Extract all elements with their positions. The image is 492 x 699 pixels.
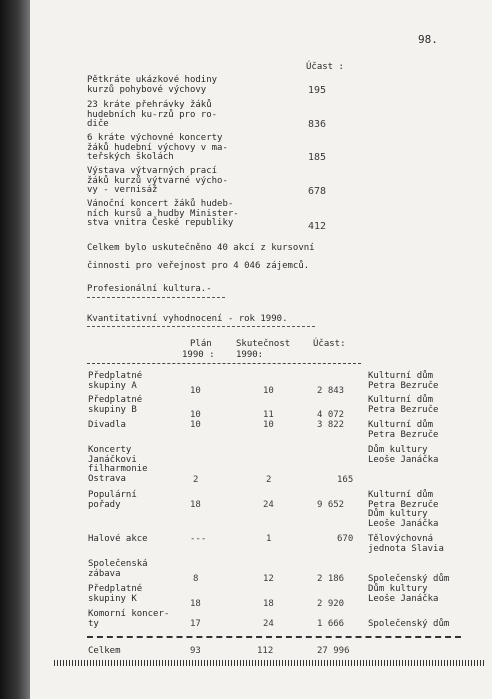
table-row-name-line: skupiny A [88,380,137,391]
table-row-skut: 24 [263,619,274,629]
table-row-name-line: Předplatné [88,395,143,405]
table-bottom-rule [87,636,461,638]
table-row-place-line: Společenský dům [368,574,450,584]
summary-item-line: ních kursů a hudby Minister- [87,208,239,219]
section-title-underline [87,297,225,298]
table-row-place-line: Leoše Janáčka [368,593,439,604]
table-row-name-line: Předplatné [88,371,143,381]
table-row-skut: 11 [263,410,274,420]
table-row-name-line: zábava [88,568,121,579]
bottom-edge-strip [54,660,484,666]
table-row-ucast: 4 072 [317,410,345,420]
section-title: Profesionální kultura.- [87,284,212,294]
table-row-place-line: Dům kultury [368,445,428,455]
header-plan-line-2: 1990 : [182,350,215,360]
table-row-ucast: 1 666 [317,619,345,629]
table-row-name-line: Populární [88,490,137,500]
summary-item-line: diče [87,119,109,129]
table-row-name-line: skupiny K [88,593,137,604]
table-row-name-line: Koncerty [88,445,132,455]
table-row-skut: 12 [263,574,274,584]
summary-item-value: 412 [308,221,327,232]
summary-item-line: stva vnitra České republiky [87,218,234,228]
table-row-ucast: 2 920 [317,599,345,609]
table-row-place-line: Kulturní dům [368,371,434,381]
table-row-name-line: Předplatné [88,584,143,594]
table-row-plan: 17 [190,619,201,629]
summary-item-line: hudebních ku-rzů pro ro- [87,109,218,120]
summary-item-line: vy - vernisáž [87,185,158,195]
header-plan-line-1: Plán [190,339,212,349]
summary-item-value: 678 [308,186,327,197]
total-row-skut: 112 [257,646,274,656]
table-row-plan: 18 [190,599,201,609]
ucast-column-header: Účast : [306,62,344,72]
table-row-ucast: 2 186 [317,574,345,584]
summary-item-value: 185 [308,152,327,163]
table-row-place-line: Petra Bezruče [368,429,439,440]
table-row-ucast: 9 652 [317,500,345,510]
table-row-name-line: Janáčkovi [88,454,137,465]
summary-item-line: Pětkráte ukázkové hodiny [87,75,218,85]
summary-item-line: žáků kurzů výtvarné výcho- [87,175,228,186]
table-row-skut: 18 [263,599,274,609]
subsection-title-underline [87,326,315,327]
table-row-ucast: 165 [337,475,354,485]
table-row-place-line: Kulturní dům [368,420,434,430]
summary-item-line: kurzů pohybové výchovy [87,84,207,95]
summary-item-line: Vánoční koncert žáků hudeb- [87,199,234,209]
table-row-name-line: Ostrava [88,473,126,484]
table-row-plan: 18 [190,500,201,510]
table-row-plan: 10 [190,410,201,420]
table-row-ucast: 670 [337,534,354,544]
table-row-place-line: Kulturní dům [368,395,434,405]
table-row-place-line: Kulturní dům [368,490,434,500]
table-row-plan: --- [190,534,207,544]
total-text-line-2: činnosti pro veřejnost pro 4 046 zájemců. [87,261,310,271]
summary-item-line: 6 kráte výchovné koncerty [87,133,223,143]
summary-item-line: teřských školách [87,152,174,162]
table-row-skut: 2 [266,475,272,485]
table-row-place-line: jednota Slavia [368,543,444,554]
header-skut-line-1: Skutečnost [236,339,291,349]
summary-item-value: 195 [308,85,327,96]
table-row-plan: 8 [193,574,199,584]
table-row-skut: 1 [266,534,272,544]
header-skut-line-2: 1990: [236,350,264,360]
table-row-plan: 10 [190,420,201,430]
table-row-skut: 10 [263,386,274,396]
table-row-skut: 10 [263,420,274,430]
table-header-rule [87,363,361,364]
document-page [30,0,492,699]
total-row-plan: 93 [190,646,201,656]
table-row-name-line: Společenská [88,559,148,569]
table-row-skut: 24 [263,500,274,510]
table-row-place-line: Leoše Janáčka [368,454,439,465]
total-text-line-1: Celkem bylo uskutečněno 40 akcí z kursovní [87,243,315,253]
table-row-place-line: Dům kultury [368,584,428,594]
table-row-ucast: 3 822 [317,420,345,430]
header-ucast: Účast: [313,339,346,349]
total-row-ucast: 27 996 [317,646,350,656]
table-row-plan: 10 [190,386,201,396]
table-row-place-line: Tělovýchovná [368,534,434,544]
summary-item-line: Výstava výtvarných prací [87,166,218,176]
summary-item-value: 836 [308,119,327,130]
table-row-place-line: Petra Bezruče [368,499,439,510]
summary-item-line: 23 kráte přehrávky žáků [87,100,212,110]
table-row-name-line: pořady [88,499,121,510]
table-row-ucast: 2 843 [317,386,345,396]
table-row-name-line: ty [88,618,99,629]
book-spine-shadow [0,0,30,699]
table-row-place-line: Petra Bezruče [368,380,439,391]
subsection-title: Kvantitativní vyhodnocení - rok 1990. [87,314,288,324]
table-row-place-line: Leoše Janáčka [368,518,439,529]
table-row-name-line: skupiny B [88,404,137,415]
total-row-label: Celkem [88,646,121,656]
table-row-plan: 2 [193,475,199,485]
table-row-name-line: Halové akce [88,534,148,544]
page-number: 98. [418,33,438,46]
table-row-name-line: filharmonie [88,464,148,474]
table-row-name-line: Komorní koncer- [88,609,170,619]
summary-item-line: žáků hudební výchovy v ma- [87,142,228,153]
table-row-name-line: Divadla [88,420,126,430]
table-row-place-line: Petra Bezruče [368,404,439,415]
table-row-place-line: Společenský dům [368,619,450,629]
table-row-place-line: Dům kultury [368,509,428,519]
